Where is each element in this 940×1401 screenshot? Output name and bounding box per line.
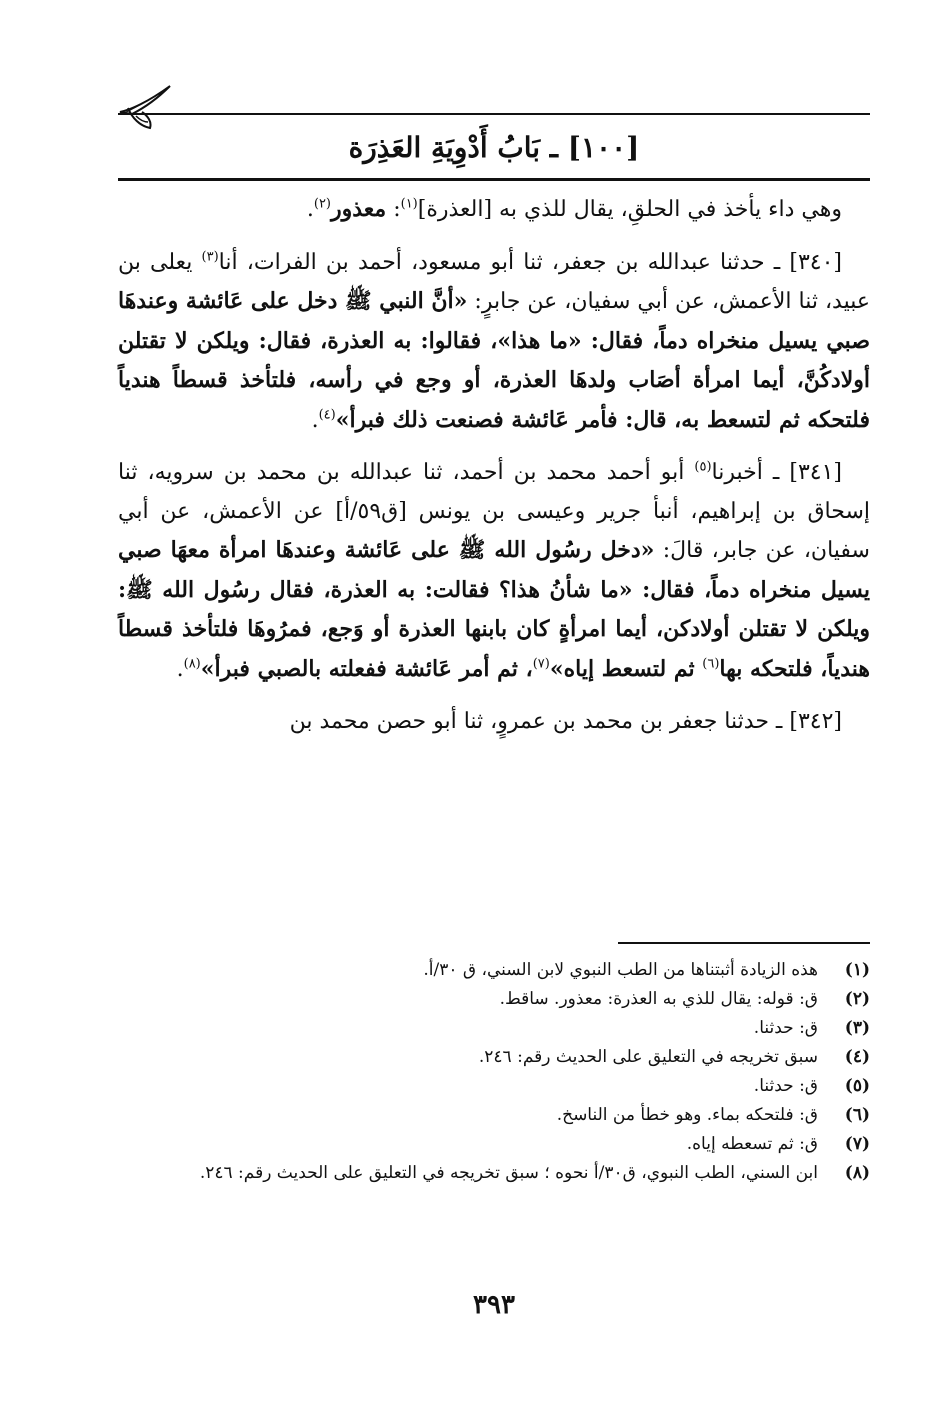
footnote-text: ق: قوله: يقال للذي به العذرة: معذور. ساقط.	[499, 989, 818, 1009]
hadith-341	[118, 454, 870, 689]
footnote-number: (٧)	[844, 1134, 870, 1154]
hadith-matn: «دخل رسُول الله ﷺ على عَائشة وعندهَا امرأة معهَا صبي يسيل منخراه دماً، فقال: «ما شأنُ هذا؟ فقالت: به العذرة، فقال رسُول الله ﷺ: ويلكن لا تقتلن أولادكن، أيما امرأةٍ كان بابنها العذرة أو وَجع، فمرُوهَا فلتأخذ قسطاً هندياً، فلتحكه بها	[118, 537, 870, 682]
footnote-text: ق: ثم تسعطه إياه.	[686, 1134, 818, 1154]
footnote-number: (٢)	[844, 989, 870, 1009]
hadith-chain: أبو أحمد محمد بن أحمد، ثنا عبدالله بن محمد بن سرويه، ثنا إسحاق بن إبراهيم، أنبأ جرير وعيسى بن يونس [ق٥٩/أ] عن الأعمش، عن أبي سفيان، عن جابر، قالَ:	[118, 460, 870, 563]
footnote	[118, 1014, 870, 1043]
footnote	[118, 985, 870, 1014]
hadith-340	[118, 244, 870, 441]
footnote-number: (٥)	[844, 1076, 870, 1096]
footnote-number: (٦)	[844, 1105, 870, 1125]
hadith-chain: ـ حدثنا جعفر بن محمد بن عمروٍ، ثنا أبو حصن محمد بن	[289, 709, 790, 734]
footnote-text: هذه الزيادة أثبتناها من الطب النبوي لابن السني، ق ٣٠/أ.	[423, 960, 818, 980]
hadith-chain: يعلى بن عبيد، ثنا الأعمش، عن أبي سفيان، عن جابرٍ:	[118, 249, 871, 314]
footnote-ref-8[interactable]: (٨)	[183, 656, 201, 672]
page-number: ٣٩٣	[473, 1290, 515, 1320]
footnote	[118, 1159, 870, 1188]
book-page	[118, 0, 870, 1401]
body-text	[118, 190, 870, 756]
footnote-text: سبق تخريجه في التعليق على الحديث رقم: ٢٤٦.	[478, 1047, 818, 1067]
hadith-matn: ، ثم أمر عَائشة ففعلته بالصبي فبرأ»	[200, 655, 533, 682]
hadith-number: [٣٤٠]	[789, 249, 842, 275]
footnote-ref-3[interactable]: (٣)	[201, 249, 219, 265]
footnote-text: ابن السني، الطب النبوي، ق٣٠/أ نحوه ؛ سبق تخريجه في التعليق على الحديث رقم: ٢٤٦.	[199, 1163, 818, 1183]
intro-end: .	[306, 197, 314, 222]
footnote	[118, 1101, 870, 1130]
footnote-rule	[618, 942, 870, 944]
footnote-text: ق: حدثنا.	[753, 1018, 818, 1038]
hadith-matn: «أنَّ النبي ﷺ دخل على عَائشة وعندهَا صبي يسيل منخراه دماً، فقال: «ما هذا»، فقالوا: به العذرة، فقال: ويلكن لا تقتلن أولادكُنَّ، أيما امرأة أصَاب ولدهَا العذرة، أو وجع في رأسه، فلتأخذ قسطاً هندياً فلتحكه ثم لتسعط به، قال: فأمر عَائشة فصنعت ذلك فبرأ»	[118, 288, 870, 433]
footnotes	[118, 956, 870, 1188]
footnote	[118, 1130, 870, 1159]
footnote-number: (٤)	[844, 1047, 870, 1067]
intro-colon: :	[386, 197, 401, 222]
chapter-title: [١٠٠] ـ بَابُ أَدْوِيَةِ العَذِرَة	[348, 131, 640, 164]
hadith-end: .	[176, 656, 184, 682]
footnote-ref-2[interactable]: (٢)	[313, 196, 331, 212]
hadith-chain: ـ حدثنا عبدالله بن جعفر، ثنا أبو مسعود، أحمد بن الفرات، أنا	[218, 249, 790, 275]
hadith-chain: ـ أخبرنا	[711, 460, 790, 485]
hadith-matn: ثم لتسعط إياه»	[549, 655, 703, 682]
hadith-number: [٣٤٢]	[789, 709, 842, 734]
footnote-ref-4[interactable]: (٤)	[318, 407, 336, 423]
footnote-ref-7[interactable]: (٧)	[532, 656, 550, 672]
footnote-number: (٨)	[844, 1163, 870, 1183]
footnote	[118, 1072, 870, 1101]
footnote-ref-1[interactable]: (١)	[400, 196, 418, 212]
footnote	[118, 1043, 870, 1072]
hadith-342	[118, 703, 870, 742]
hadith-number: [٣٤١]	[789, 460, 842, 485]
hadith-end: .	[311, 407, 319, 433]
intro-text: وهي داء يأخذ في الحلقِ، يقال للذي به [العذرة]	[417, 197, 842, 222]
footnote-number: (١)	[844, 960, 870, 980]
footnote-ref-5[interactable]: (٥)	[694, 459, 712, 475]
footnote-number: (٣)	[844, 1018, 870, 1038]
footnote-text: ق: فلتحكه بماء. وهو خطأ من الناسخ.	[556, 1105, 818, 1125]
intro-term: معذور	[331, 196, 387, 222]
intro-paragraph	[118, 190, 870, 230]
footnote	[118, 956, 870, 985]
footnote-ref-6[interactable]: (٦)	[702, 656, 720, 672]
title-rule	[118, 178, 870, 181]
footnote-text: ق: حدثنا.	[753, 1076, 818, 1096]
top-rule	[118, 113, 870, 115]
